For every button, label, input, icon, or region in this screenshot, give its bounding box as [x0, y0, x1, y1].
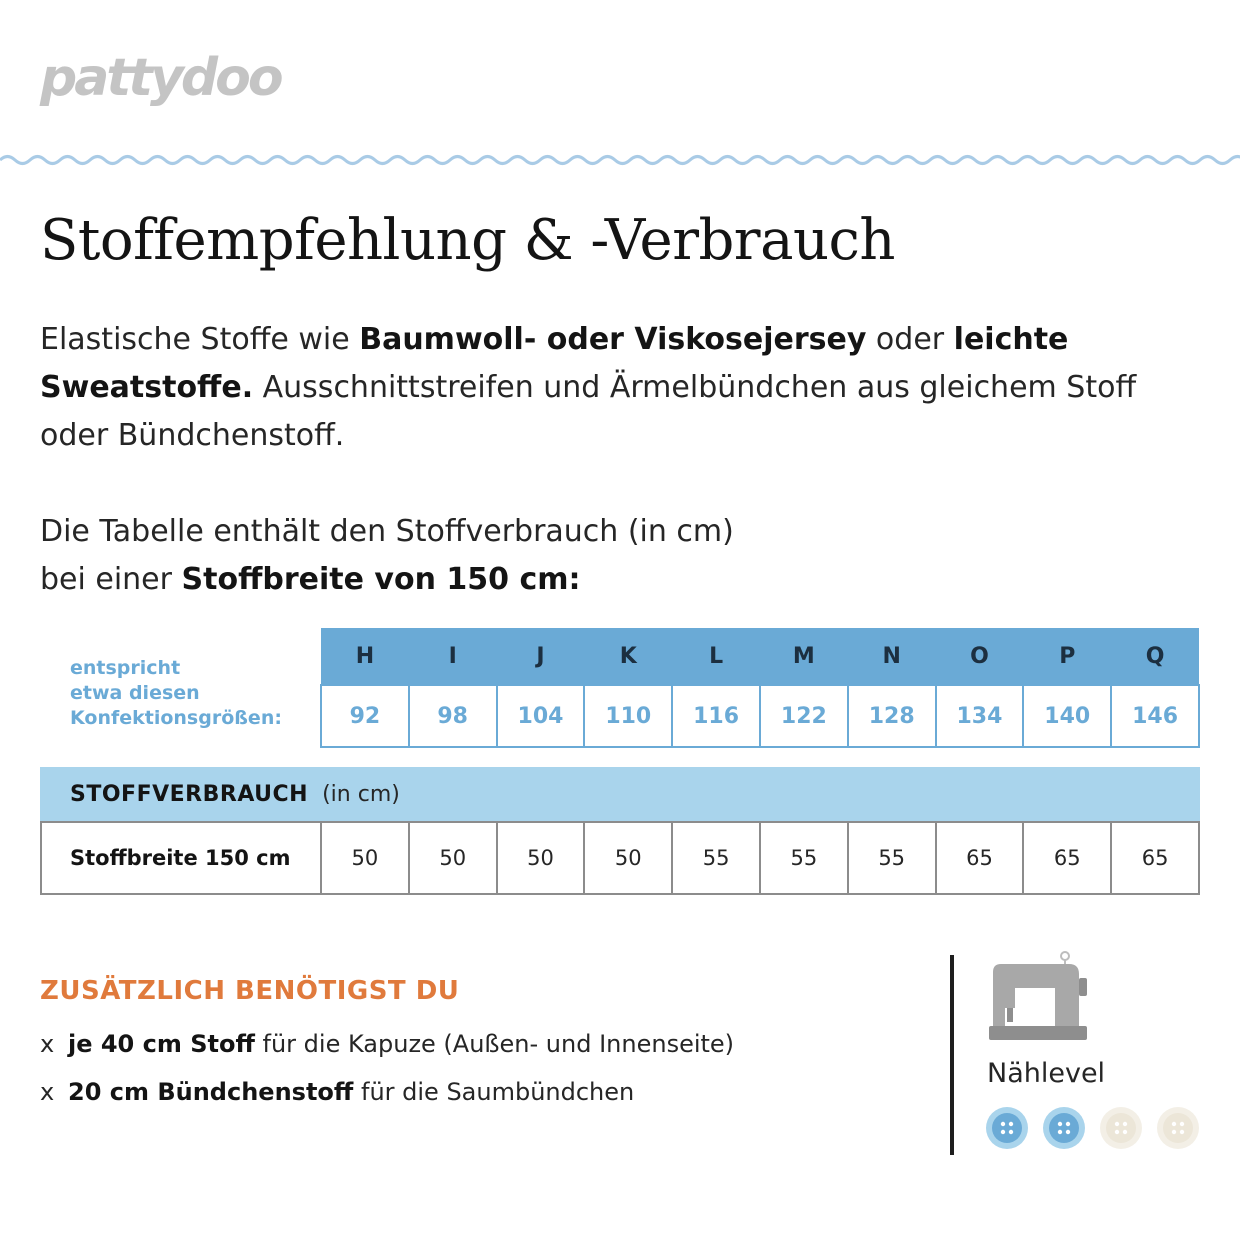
- usage-value: 55: [848, 822, 936, 894]
- usage-value: 65: [1111, 822, 1199, 894]
- usage-table: [40, 821, 1200, 895]
- size-code: K: [584, 628, 672, 685]
- sewing-machine-icon: [985, 950, 1091, 1046]
- level-button-empty-icon: [1099, 1106, 1143, 1150]
- usage-value: 50: [321, 822, 409, 894]
- size-value: 116: [672, 685, 760, 747]
- usage-unit: (in cm): [322, 781, 400, 807]
- size-code: H: [321, 628, 409, 685]
- usage-heading-bar: [40, 767, 1200, 821]
- size-value: 140: [1023, 685, 1111, 747]
- list-marker: x: [40, 1078, 55, 1106]
- extra-heading: ZUSÄTZLICH BENÖTIGST DU: [40, 976, 460, 1006]
- vertical-divider: [950, 955, 954, 1155]
- size-value: 146: [1111, 685, 1199, 747]
- size-value: 98: [409, 685, 497, 747]
- list-marker: x: [40, 1030, 55, 1058]
- usage-value: 55: [672, 822, 760, 894]
- size-code: I: [409, 628, 497, 685]
- extra-list: [40, 1020, 734, 1116]
- pattydoo-logo: pattydoo: [40, 48, 281, 108]
- size-value: 128: [848, 685, 936, 747]
- level-button-empty-icon: [1156, 1106, 1200, 1150]
- size-code: L: [672, 628, 760, 685]
- size-code: Q: [1111, 628, 1199, 685]
- sewing-level-label: Nählevel: [987, 1058, 1106, 1089]
- usage-value: 65: [1023, 822, 1111, 894]
- intro-text: Elastische Stoffe wie Baumwoll- oder Viskosejersey oder leichte Sweatstoffe. Ausschnittstreifen und Ärmelbündchen aus gleichem Stoff oder Bündchenstoff.: [40, 322, 1137, 453]
- page-title: Stoffempfehlung & -Verbrauch: [40, 208, 895, 273]
- list-item: x 20 cm Bündchenstoff für die Saumbündchen: [40, 1068, 734, 1116]
- usage-value: 50: [584, 822, 672, 894]
- size-code: M: [760, 628, 848, 685]
- size-value: 104: [497, 685, 585, 747]
- usage-value: 50: [409, 822, 497, 894]
- usage-value: 50: [497, 822, 585, 894]
- size-value: 92: [321, 685, 409, 747]
- usage-heading: STOFFVERBRAUCH: [70, 781, 309, 807]
- table-note: Die Tabelle enthält den Stoffverbrauch (in cm) bei einer Stoffbreite von 150 cm:: [40, 514, 734, 597]
- list-item: x je 40 cm Stoff für die Kapuze (Außen- und Innenseite): [40, 1020, 734, 1068]
- usage-row-label: Stoffbreite 150 cm: [41, 822, 321, 894]
- level-button-filled-icon: [985, 1106, 1029, 1150]
- usage-row: [41, 822, 1199, 894]
- usage-value: 65: [936, 822, 1024, 894]
- usage-value: 55: [760, 822, 848, 894]
- sewing-level-rating: [985, 1106, 1200, 1150]
- size-code: N: [848, 628, 936, 685]
- size-value: 122: [760, 685, 848, 747]
- size-mapping-label: entspricht etwa diesen Konfektionsgrößen:: [70, 657, 282, 729]
- size-code: J: [497, 628, 585, 685]
- size-value: 134: [936, 685, 1024, 747]
- size-code: O: [936, 628, 1024, 685]
- size-value: 110: [584, 685, 672, 747]
- size-table: [320, 628, 1200, 748]
- level-button-filled-icon: [1042, 1106, 1086, 1150]
- size-header-row: [321, 628, 1199, 685]
- size-code: P: [1023, 628, 1111, 685]
- wave-divider: [0, 145, 1240, 175]
- size-value-row: [321, 685, 1199, 747]
